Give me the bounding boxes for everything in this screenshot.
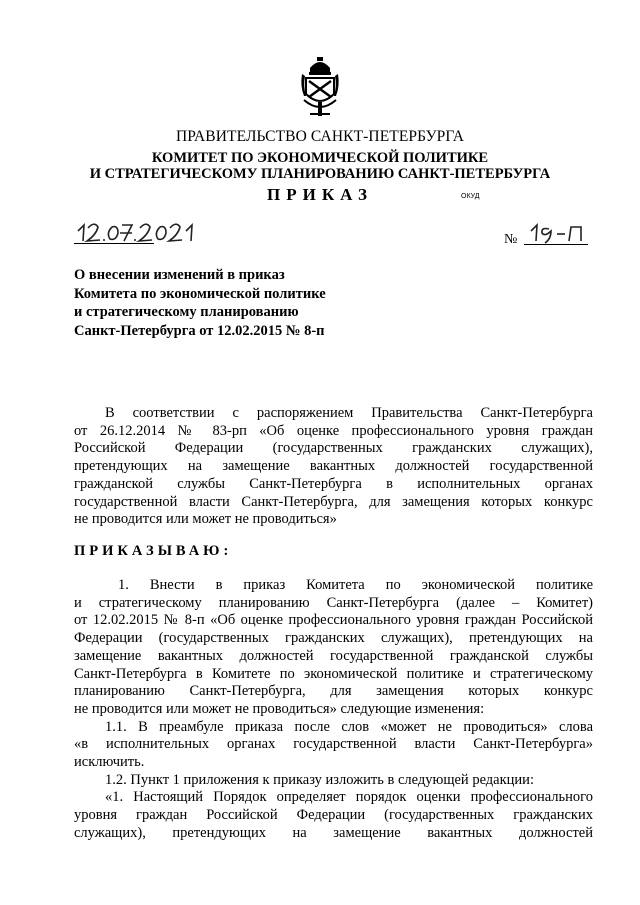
text-line: не проводится или может не проводиться»	[74, 511, 337, 528]
order-word: ПРИКАЗЫВАЮ:	[74, 543, 233, 559]
government-title: ПРАВИТЕЛЬСТВО САНКТ-ПЕТЕРБУРГА	[175, 128, 465, 145]
text-line: 1.1. В преамбуле приказа после слов «может не проводиться» слова	[105, 718, 593, 735]
text-line: Федерации (государственных гражданских служащих), претендующих на	[74, 630, 593, 647]
subject-line: О внесении изменений в приказ	[74, 267, 285, 283]
subject-line: Санкт-Петербурга от 12.02.2015 № 8-п	[74, 322, 325, 339]
document-subject	[74, 266, 374, 340]
text-line: 1. Внести в приказ Комитета по экономической политике	[118, 577, 593, 593]
item-1-paragraph	[74, 577, 593, 843]
text-line: «1. Настоящий Порядок определяет порядок оценки профессионального	[105, 789, 593, 806]
text-line: государственной власти Санкт-Петербурга, для замещения которых конкурс	[74, 493, 593, 510]
okud-label: ОКУД	[461, 193, 480, 200]
text-line: В соответствии с распоряжением Правительства Санкт-Петербурга	[105, 405, 593, 421]
number-underline	[524, 244, 588, 245]
text-line: планированию Санкт-Петербурга, для замещения которых конкурс	[74, 683, 593, 700]
text-line: 1.2. Пункт 1 приложения к приказу изложить в следующей редакции:	[105, 771, 534, 788]
text-line: претендующих на замещение вакантных должностей государственной	[74, 458, 593, 475]
text-line: не проводится или может не проводиться» следующие изменения:	[74, 700, 485, 717]
number-sign: №	[504, 232, 518, 247]
subject-line: и стратегическому планированию	[74, 304, 299, 320]
text-line: исключить.	[74, 754, 145, 771]
committee-title-line1: КОМИТЕТ ПО ЭКОНОМИЧЕСКОЙ ПОЛИТИКЕ	[151, 150, 489, 166]
text-line: замещение вакантных должностей государственной гражданской службы	[74, 647, 593, 664]
coat-of-arms-icon	[300, 56, 340, 118]
preamble-paragraph	[74, 405, 593, 529]
text-line: служащих), претендующих на замещение вакантных должностей	[74, 824, 593, 841]
text-line: от 12.02.2015 № 8-п «Об оценке профессионального уровня граждан Российской	[74, 612, 593, 629]
document-type-title: ПРИКАЗ	[267, 185, 373, 204]
text-line: уровня граждан Российской Федерации (государственных гражданских	[74, 807, 593, 824]
date-underline	[74, 243, 154, 244]
text-line: гражданской службы Санкт-Петербурга в исполнительных органах	[74, 475, 593, 492]
text-line: Российской Федерации (государственных гражданских служащих),	[74, 440, 593, 457]
text-line: «в исполнительных органах государственной власти Санкт-Петербурга»	[74, 736, 593, 753]
subject-line: Комитета по экономической политике	[74, 285, 326, 302]
committee-title-line2: И СТРАТЕГИЧЕСКОМУ ПЛАНИРОВАНИЮ САНКТ-ПЕТЕРБУРГА	[89, 166, 551, 182]
text-line: от 26.12.2014 № 83-рп «Об оценке профессионального уровня граждан	[74, 422, 593, 439]
text-line: Санкт-Петербурга в Комитете по экономической политике и стратегическому	[74, 665, 593, 682]
text-line: и стратегическому планированию Санкт-Петербурга (далее – Комитет)	[74, 594, 593, 611]
handwritten-number	[527, 219, 593, 247]
